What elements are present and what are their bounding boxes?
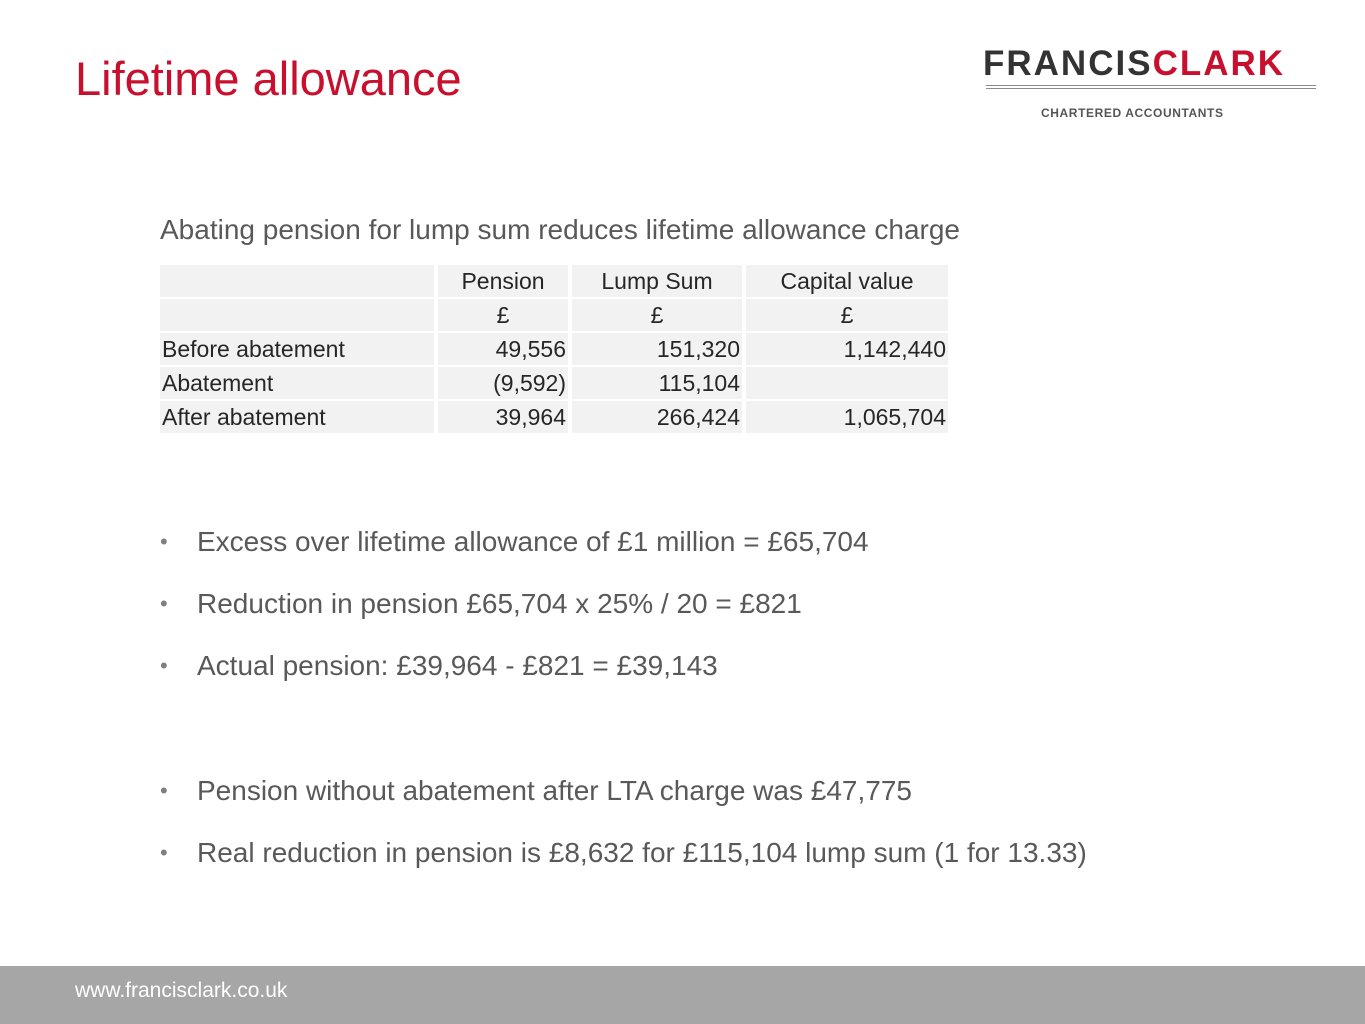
row-capital-value (742, 367, 948, 399)
row-capital-value: 1,065,704 (742, 401, 948, 433)
logo-wordmark (983, 44, 1285, 84)
row-lump-sum: 115,104 (568, 367, 742, 399)
logo-tagline: CHARTERED ACCOUNTANTS (1041, 106, 1224, 120)
table-row (160, 401, 948, 433)
row-pension: (9,592) (434, 367, 568, 399)
row-lump-sum: 266,424 (568, 401, 742, 433)
bullet-text: Reduction in pension £65,704 x 25% / 20 = £821 (197, 588, 802, 619)
row-pension: 49,556 (434, 333, 568, 365)
bullet-dot-icon: • (160, 840, 168, 865)
bullet-dot-icon: • (160, 529, 168, 554)
row-label: Before abatement (160, 333, 434, 365)
bullet-dot-icon: • (160, 653, 168, 678)
logo-clark-text: CLARK (1152, 44, 1286, 83)
table-unit-label (160, 299, 434, 331)
table-units-row (160, 299, 948, 331)
table-header-lump-sum: Lump Sum (568, 265, 742, 297)
row-lump-sum: 151,320 (568, 333, 742, 365)
bullet-list (160, 520, 1087, 893)
table-unit-capital-value: £ (742, 299, 948, 331)
bullet-text: Excess over lifetime allowance of £1 million = £65,704 (197, 526, 869, 557)
row-label: After abatement (160, 401, 434, 433)
slide-subtitle: Abating pension for lump sum reduces lifetime allowance charge (160, 214, 960, 245)
bullet-item (160, 582, 1087, 644)
logo-francis-text: FRANCIS (983, 44, 1153, 83)
row-pension: 39,964 (434, 401, 568, 433)
row-label: Abatement (160, 367, 434, 399)
table-row (160, 367, 948, 399)
logo-divider (986, 85, 1316, 89)
table-header-pension: Pension (434, 265, 568, 297)
table-row (160, 333, 948, 365)
footer-bar (0, 966, 1365, 1024)
bullet-text: Real reduction in pension is £8,632 for £115,104 lump sum (1 for 13.33) (197, 837, 1087, 868)
bullet-item (160, 831, 1087, 893)
table-unit-pension: £ (434, 299, 568, 331)
table-header-capital-value: Capital value (742, 265, 948, 297)
francis-clark-logo (983, 44, 1318, 124)
slide-title: Lifetime allowance (75, 52, 462, 105)
bullet-text: Actual pension: £39,964 - £821 = £39,143 (197, 650, 718, 681)
footer-website-link[interactable]: www.francisclark.co.uk (75, 979, 288, 1002)
abatement-table (160, 263, 948, 435)
bullet-text: Pension without abatement after LTA charge was £47,775 (197, 775, 912, 806)
row-capital-value: 1,142,440 (742, 333, 948, 365)
bullet-dot-icon: • (160, 591, 168, 616)
table-header-row (160, 265, 948, 297)
bullet-item (160, 769, 1087, 831)
bullet-item (160, 520, 1087, 582)
bullet-item (160, 644, 1087, 769)
bullet-dot-icon: • (160, 778, 168, 803)
table-unit-lump-sum: £ (568, 299, 742, 331)
table-header-label (160, 265, 434, 297)
